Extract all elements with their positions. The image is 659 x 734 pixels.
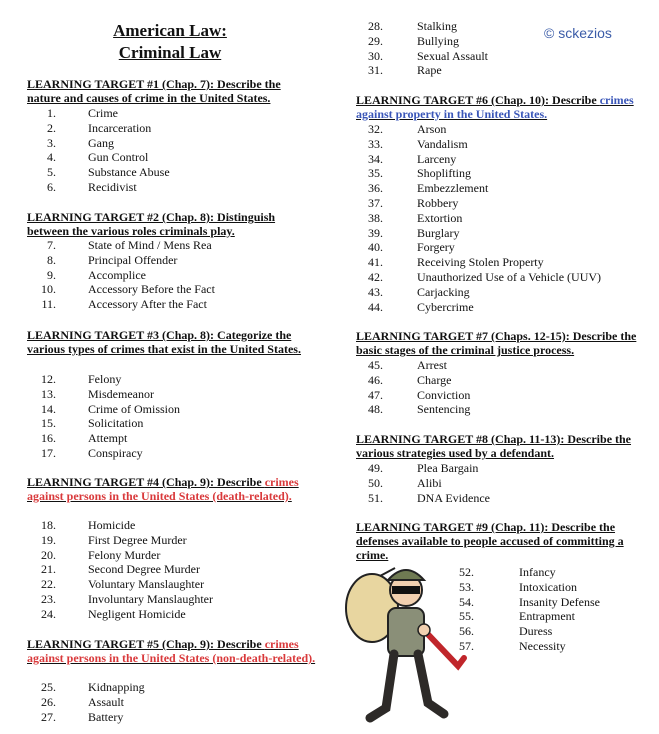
item-text: Solicitation — [88, 416, 144, 431]
item-number: 48. — [368, 402, 383, 417]
item-number: 45. — [368, 358, 383, 372]
item-number: 24. — [41, 606, 56, 621]
item-text: Conviction — [417, 387, 471, 402]
learning-target-9: LEARNING TARGET #9 (Chap. 11): Describe the defenses available to people accused of committing a crime. — [356, 520, 624, 562]
item-text: Unauthorized Use of a Vehicle (UUV) — [417, 270, 602, 284]
item-number: 18. — [41, 518, 56, 532]
item-number: 50. — [368, 475, 383, 490]
item-text: Second Degree Murder — [88, 562, 200, 577]
item-text: Substance Abuse — [88, 165, 170, 180]
learning-target-8: LEARNING TARGET #8 (Chap. 11-13): Describe the various strategies used by a defendant. — [356, 432, 632, 460]
item-text: DNA Evidence — [417, 490, 490, 505]
item-text: Rape — [417, 63, 442, 78]
item-text: Crime — [88, 106, 118, 120]
item-number: 21. — [41, 562, 56, 577]
item-text: Misdemeanor — [88, 386, 154, 401]
item-text: Charge — [417, 372, 452, 387]
item-text: Arrest — [417, 358, 447, 372]
item-number: 56. — [459, 624, 474, 639]
learning-target-7: LEARNING TARGET #7 (Chaps. 12-15): Describe the basic stages of the criminal justice process. — [356, 329, 637, 357]
item-text: Intoxication — [519, 579, 577, 594]
item-text: Accessory Before the Fact — [88, 282, 215, 297]
highlight-text: crimes against persons in the United States (non-death-related). — [27, 637, 316, 665]
item-number: 26. — [41, 694, 56, 709]
item-number: 5. — [47, 165, 56, 180]
item-text: Robbery — [417, 196, 459, 210]
item-text: Necessity — [519, 639, 566, 653]
item-number: 36. — [368, 181, 383, 196]
item-text: Cybercrime — [417, 299, 474, 314]
learning-target-3: LEARNING TARGET #3 (Chap. 8): Categorize the various types of crimes that exist in the United States. — [27, 328, 301, 356]
learning-target-1: LEARNING TARGET #1 (Chap. 7): Describe the nature and causes of crime in the United States. — [27, 77, 281, 105]
item-text: Burglary — [417, 225, 460, 240]
burglar-with-sack-icon — [340, 558, 470, 728]
item-number: 44. — [368, 299, 383, 314]
item-text: Involuntary Manslaughter — [88, 592, 213, 606]
item-text: Crime of Omission — [88, 401, 180, 416]
item-number: 54. — [459, 594, 474, 609]
learning-target-6: LEARNING TARGET #6 (Chap. 10): Describe crimes against property in the United States. — [356, 93, 634, 121]
item-text: Recidivist — [88, 180, 137, 194]
item-number: 1. — [47, 106, 56, 120]
item-number: 47. — [368, 387, 383, 402]
item-number: 15. — [41, 416, 56, 431]
item-text: Entrapment — [519, 609, 575, 624]
item-text: Gang — [88, 135, 114, 150]
item-text: Accomplice — [88, 267, 146, 282]
highlight-text: crimes against property in the United States. — [356, 93, 634, 121]
item-text: Extortion — [417, 210, 463, 225]
item-text: Conspiracy — [88, 446, 143, 460]
item-number: 9. — [47, 267, 56, 282]
item-number: 27. — [41, 709, 56, 724]
item-number: 55. — [459, 609, 474, 624]
item-number: 38. — [368, 210, 383, 225]
item-number: 31. — [368, 63, 383, 78]
item-number: 52. — [459, 565, 474, 579]
item-number: 32. — [368, 122, 383, 136]
item-text: Kidnapping — [88, 680, 145, 694]
item-number: 13. — [41, 386, 56, 401]
item-number: 14. — [41, 401, 56, 416]
item-number: 29. — [368, 33, 383, 48]
item-number: 22. — [41, 577, 56, 592]
item-text: Incarceration — [88, 120, 152, 135]
item-number: 37. — [368, 196, 383, 210]
learning-target-4: LEARNING TARGET #4 (Chap. 9): Describe crimes against persons in the United States (death-related). — [27, 475, 299, 503]
item-number: 8. — [47, 252, 56, 267]
item-text: Felony — [88, 372, 122, 386]
item-text: Shoplifting — [417, 166, 472, 181]
learning-target-5: LEARNING TARGET #5 (Chap. 9): Describe crimes against persons in the United States (non-death-related). — [27, 637, 316, 665]
item-text: Embezzlement — [417, 181, 489, 196]
item-text: Vandalism — [417, 136, 468, 151]
page-title — [80, 20, 260, 64]
item-number: 34. — [368, 151, 383, 166]
item-number: 33. — [368, 136, 383, 151]
item-text: Arson — [417, 122, 447, 136]
item-text: Sentencing — [417, 402, 471, 417]
learning-target-2: LEARNING TARGET #2 (Chap. 8): Distinguish between the various roles criminals play. — [27, 210, 276, 238]
item-number: 25. — [41, 680, 56, 694]
item-text: State of Mind / Mens Rea — [88, 238, 212, 252]
item-text: Principal Offender — [88, 252, 178, 267]
item-text: Accessory After the Fact — [88, 297, 207, 312]
item-number: 46. — [368, 372, 383, 387]
item-number: 49. — [368, 461, 383, 475]
item-number: 41. — [368, 255, 383, 270]
item-number: 16. — [41, 431, 56, 446]
item-text: Felony Murder — [88, 547, 161, 562]
item-text: Bullying — [417, 33, 460, 48]
item-text: Forgery — [417, 240, 455, 255]
item-text: Assault — [88, 694, 124, 709]
item-number: 17. — [41, 446, 56, 460]
item-text: First Degree Murder — [88, 532, 187, 547]
item-text: Sexual Assault — [417, 48, 488, 63]
credit-text: © sckezios — [544, 25, 612, 41]
item-number: 11. — [41, 297, 56, 312]
item-number: 43. — [368, 284, 383, 299]
item-number: 19. — [41, 532, 56, 547]
item-text: Negligent Homicide — [88, 606, 186, 621]
item-number: 28. — [368, 19, 383, 33]
item-number: 12. — [41, 372, 56, 386]
title-line-1: American Law: — [113, 21, 227, 40]
item-number: 57. — [459, 639, 474, 653]
item-number: 7. — [47, 238, 56, 252]
item-text: Plea Bargain — [417, 461, 479, 475]
item-number: 40. — [368, 240, 383, 255]
item-number: 4. — [47, 150, 56, 165]
item-text: Infancy — [519, 565, 556, 579]
item-number: 2. — [47, 120, 56, 135]
item-number: 51. — [368, 490, 383, 505]
item-text: Larceny — [417, 151, 457, 166]
item-text: Gun Control — [88, 150, 149, 165]
title-line-2: Criminal Law — [118, 43, 222, 62]
item-text: Duress — [519, 624, 553, 639]
item-number: 39. — [368, 225, 383, 240]
item-number: 10. — [41, 282, 56, 297]
item-text: Insanity Defense — [519, 594, 600, 609]
highlight-text: crimes against persons in the United States (death-related). — [27, 475, 299, 503]
item-number: 20. — [41, 547, 56, 562]
item-number: 6. — [47, 180, 56, 194]
item-number: 30. — [368, 48, 383, 63]
item-text: Attempt — [88, 431, 128, 446]
item-text: Homicide — [88, 518, 136, 532]
item-number: 35. — [368, 166, 383, 181]
item-text: Voluntary Manslaughter — [88, 577, 205, 592]
item-number: 23. — [41, 592, 56, 606]
item-number: 53. — [459, 579, 474, 594]
item-text: Alibi — [417, 475, 442, 490]
item-text: Battery — [88, 709, 124, 724]
item-number: 42. — [368, 270, 383, 284]
item-text: Stalking — [417, 19, 458, 33]
item-text: Receiving Stolen Property — [417, 255, 544, 270]
item-number: 3. — [47, 135, 56, 150]
item-text: Carjacking — [417, 284, 470, 299]
